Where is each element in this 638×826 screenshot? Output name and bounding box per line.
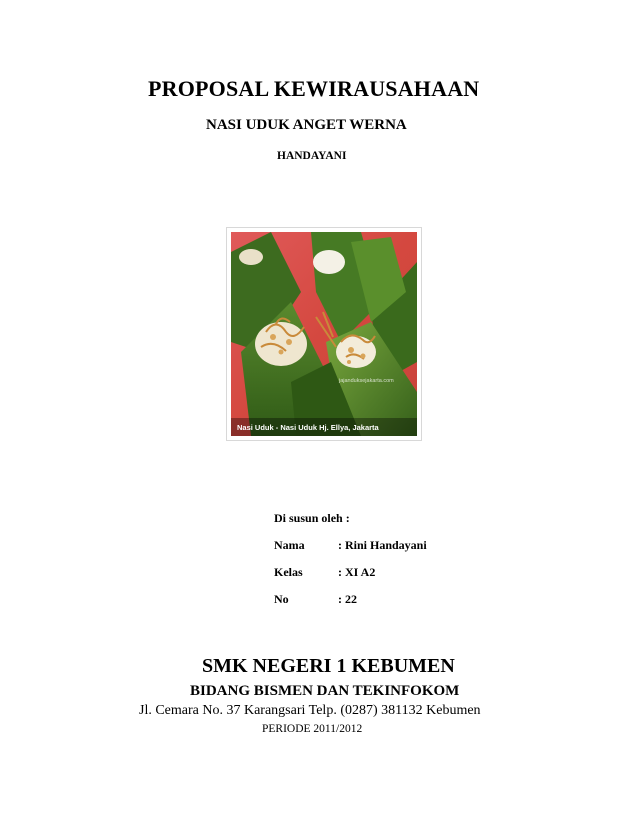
number-label: No [274,592,289,606]
class-value: : XI A2 [338,565,376,579]
photo-watermark: jajanduksejakarta.com [339,378,394,384]
class-label: Kelas [274,565,303,579]
author-name-heading: HANDAYANI [277,150,347,162]
name-label: Nama [274,538,305,552]
composed-by-label: Di susun oleh : [274,511,350,525]
name-value: : Rini Handayani [338,538,427,552]
document-subtitle: NASI UDUK ANGET WERNA [206,117,407,133]
school-address: Jl. Cemara No. 37 Karangsari Telp. (0287) 381132 Kebumen [139,703,481,718]
document-title: PROPOSAL KEWIRAUSAHAAN [148,76,480,101]
school-name: SMK NEGERI 1 KEBUMEN [202,655,455,677]
department-name: BIDANG BISMEN DAN TEKINFOKOM [190,683,460,699]
nasi-uduk-photo [231,232,417,436]
cover-photo [226,227,422,441]
number-value: : 22 [338,592,357,606]
photo-caption: Nasi Uduk - Nasi Uduk Hj. Ellya, Jakarta [237,423,379,432]
period-label: PERIODE 2011/2012 [262,723,363,735]
